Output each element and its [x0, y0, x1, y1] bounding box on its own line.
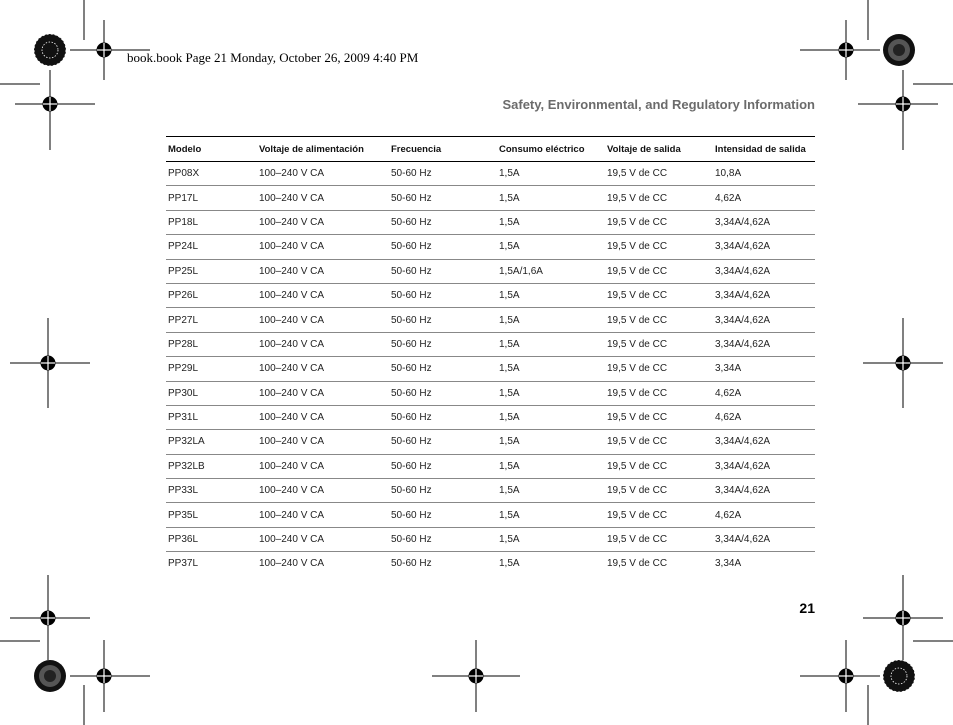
cell-voltaje-alimentacion: 100–240 V CA [257, 430, 389, 454]
cell-voltaje-alimentacion: 100–240 V CA [257, 357, 389, 381]
cell-voltaje-salida: 19,5 V de CC [605, 357, 713, 381]
cell-voltaje-alimentacion: 100–240 V CA [257, 479, 389, 503]
cell-intensidad-salida: 4,62A [713, 503, 815, 527]
cell-modelo: PP17L [166, 186, 257, 210]
cell-intensidad-salida: 3,34A/4,62A [713, 454, 815, 478]
table-row [166, 186, 815, 210]
cell-intensidad-salida: 10,8A [713, 162, 815, 186]
cell-voltaje-alimentacion: 100–240 V CA [257, 259, 389, 283]
cell-intensidad-salida: 3,34A/4,62A [713, 527, 815, 551]
header-intensidad-salida: Intensidad de salida [713, 137, 815, 162]
cell-consumo: 1,5A [497, 527, 605, 551]
cell-modelo: PP33L [166, 479, 257, 503]
cell-intensidad-salida: 4,62A [713, 381, 815, 405]
cell-frecuencia: 50-60 Hz [389, 454, 497, 478]
cell-modelo: PP32LA [166, 430, 257, 454]
cell-frecuencia: 50-60 Hz [389, 186, 497, 210]
cell-intensidad-salida: 3,34A/4,62A [713, 430, 815, 454]
cell-voltaje-salida: 19,5 V de CC [605, 527, 713, 551]
cell-intensidad-salida: 3,34A [715, 558, 742, 570]
table-row [166, 162, 815, 186]
cell-intensidad-salida: 3,34A/4,62A [713, 235, 815, 259]
table-row [166, 235, 815, 259]
cell-modelo: PP29L [166, 357, 257, 381]
cell-consumo: 1,5A [497, 479, 605, 503]
cell-consumo: 1,5A [497, 381, 605, 405]
cell-voltaje-alimentacion: 100–240 V CA [259, 558, 325, 570]
cell-voltaje-salida: 19,5 V de CC [605, 259, 713, 283]
cell-consumo: 1,5A [497, 283, 605, 307]
cell-voltaje-alimentacion: 100–240 V CA [257, 235, 389, 259]
cell-consumo: 1,5A [497, 430, 605, 454]
cell-voltaje-alimentacion: 100–240 V CA [257, 332, 389, 356]
cell-frecuencia: 50-60 Hz [389, 283, 497, 307]
cell-consumo: 1,5A [497, 357, 605, 381]
cell-modelo: PP25L [166, 259, 257, 283]
table-row [166, 405, 815, 429]
cell-frecuencia: 50-60 Hz [389, 381, 497, 405]
print-slug: book.book Page 21 Monday, October 26, 2009 4:40 PM [127, 50, 419, 65]
cell-intensidad-salida: 4,62A [713, 405, 815, 429]
cell-consumo: 1,5A [497, 186, 605, 210]
cell-consumo: 1,5A [497, 503, 605, 527]
cell-voltaje-alimentacion: 100–240 V CA [257, 527, 389, 551]
header-voltaje-alimentacion: Voltaje de alimentación [257, 137, 389, 162]
cell-modelo: PP37L [168, 558, 199, 570]
cell-consumo: 1,5A [497, 308, 605, 332]
cell-voltaje-alimentacion: 100–240 V CA [257, 162, 389, 186]
cell-modelo: PP08X [166, 162, 257, 186]
cell-consumo: 1,5A [497, 405, 605, 429]
cell-voltaje-salida: 19,5 V de CC [605, 503, 713, 527]
cell-voltaje-alimentacion: 100–240 V CA [257, 454, 389, 478]
cell-intensidad-salida: 3,34A/4,62A [713, 332, 815, 356]
cell-voltaje-salida: 19,5 V de CC [605, 479, 713, 503]
table-row [166, 332, 815, 356]
cell-voltaje-alimentacion: 100–240 V CA [257, 186, 389, 210]
cell-voltaje-salida: 19,5 V de CC [605, 186, 713, 210]
header-frecuencia: Frecuencia [389, 137, 497, 162]
cell-modelo: PP35L [166, 503, 257, 527]
table-row [166, 381, 815, 405]
cell-modelo: PP26L [166, 283, 257, 307]
cell-voltaje-salida: 19,5 V de CC [605, 283, 713, 307]
header-consumo: Consumo eléctrico [497, 137, 605, 162]
cell-modelo: PP32LB [166, 454, 257, 478]
cell-voltaje-alimentacion: 100–240 V CA [257, 283, 389, 307]
table-row [166, 552, 815, 576]
cell-intensidad-salida: 3,34A/4,62A [713, 308, 815, 332]
cell-frecuencia: 50-60 Hz [391, 558, 432, 570]
cell-frecuencia: 50-60 Hz [389, 503, 497, 527]
cell-frecuencia: 50-60 Hz [389, 479, 497, 503]
cell-voltaje-salida: 19,5 V de CC [605, 210, 713, 234]
header-modelo: Modelo [166, 137, 257, 162]
cell-voltaje-salida: 19,5 V de CC [607, 558, 668, 570]
cell-consumo: 1,5A [497, 235, 605, 259]
cell-voltaje-alimentacion: 100–240 V CA [257, 381, 389, 405]
page-number: 21 [799, 600, 815, 616]
cell-voltaje-salida: 19,5 V de CC [605, 308, 713, 332]
table-header-row [166, 137, 815, 162]
cell-modelo: PP27L [166, 308, 257, 332]
cell-frecuencia: 50-60 Hz [389, 332, 497, 356]
cell-voltaje-salida: 19,5 V de CC [605, 405, 713, 429]
cell-frecuencia: 50-60 Hz [389, 162, 497, 186]
running-head: Safety, Environmental, and Regulatory Information [502, 97, 815, 112]
cell-consumo: 1,5A [497, 332, 605, 356]
cell-frecuencia: 50-60 Hz [389, 210, 497, 234]
cell-modelo: PP24L [166, 235, 257, 259]
header-voltaje-salida: Voltaje de salida [605, 137, 713, 162]
cell-voltaje-alimentacion: 100–240 V CA [257, 405, 389, 429]
power-spec-table [166, 137, 815, 576]
table-row [166, 357, 815, 381]
cell-consumo: 1,5A [497, 162, 605, 186]
cell-frecuencia: 50-60 Hz [389, 357, 497, 381]
cell-intensidad-salida: 3,34A/4,62A [713, 259, 815, 283]
table-row [166, 454, 815, 478]
cell-modelo: PP18L [166, 210, 257, 234]
cell-modelo: PP36L [166, 527, 257, 551]
table-row [166, 308, 815, 332]
table-row [166, 210, 815, 234]
cell-voltaje-alimentacion: 100–240 V CA [257, 503, 389, 527]
table-row [166, 503, 815, 527]
cell-modelo: PP28L [166, 332, 257, 356]
cell-voltaje-salida: 19,5 V de CC [605, 381, 713, 405]
cell-voltaje-salida: 19,5 V de CC [605, 162, 713, 186]
cell-consumo: 1,5A [497, 454, 605, 478]
cell-voltaje-salida: 19,5 V de CC [605, 430, 713, 454]
cell-intensidad-salida: 4,62A [713, 186, 815, 210]
cell-intensidad-salida: 3,34A/4,62A [713, 210, 815, 234]
table-row [166, 259, 815, 283]
cell-intensidad-salida: 3,34A/4,62A [713, 479, 815, 503]
table-row [166, 527, 815, 551]
cell-frecuencia: 50-60 Hz [389, 308, 497, 332]
cell-intensidad-salida: 3,34A/4,62A [713, 283, 815, 307]
cell-consumo: 1,5A [497, 210, 605, 234]
cell-frecuencia: 50-60 Hz [389, 527, 497, 551]
table-row [166, 283, 815, 307]
cell-voltaje-alimentacion: 100–240 V CA [257, 308, 389, 332]
cell-modelo: PP31L [166, 405, 257, 429]
cell-consumo: 1,5A/1,6A [497, 259, 605, 283]
cell-frecuencia: 50-60 Hz [389, 259, 497, 283]
cell-intensidad-salida: 3,34A [713, 357, 815, 381]
cell-consumo: 1,5A [499, 558, 520, 570]
cell-voltaje-alimentacion: 100–240 V CA [257, 210, 389, 234]
cell-voltaje-salida: 19,5 V de CC [605, 454, 713, 478]
cell-frecuencia: 50-60 Hz [389, 430, 497, 454]
table-row [166, 430, 815, 454]
cell-frecuencia: 50-60 Hz [389, 405, 497, 429]
cell-voltaje-salida: 19,5 V de CC [605, 332, 713, 356]
cell-modelo: PP30L [166, 381, 257, 405]
table-row [166, 479, 815, 503]
cell-voltaje-salida: 19,5 V de CC [605, 235, 713, 259]
cell-frecuencia: 50-60 Hz [389, 235, 497, 259]
